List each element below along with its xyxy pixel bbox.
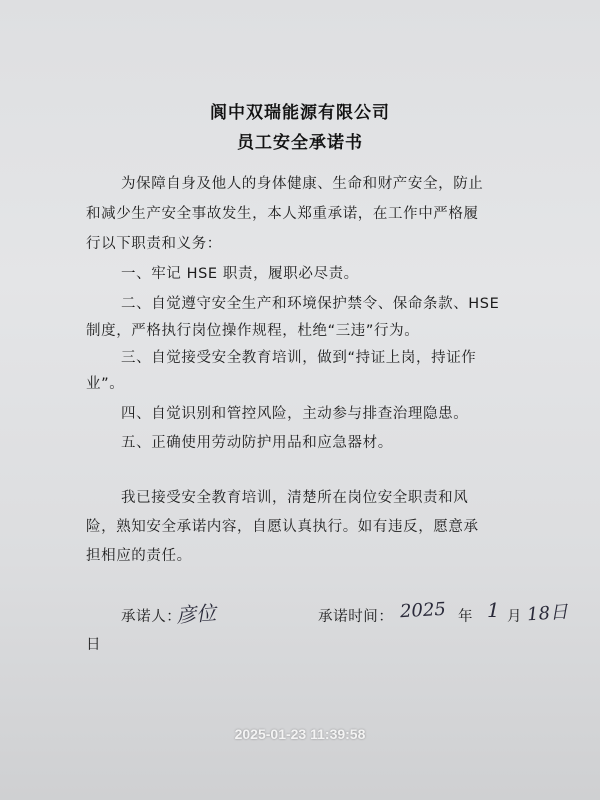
intro-line-3: 行以下职责和义务： xyxy=(86,236,222,252)
promisor-signature: 彦位 xyxy=(175,600,217,628)
intro-line-2: 和减少生产安全事故发生，本人郑重承诺，在工作中严格履 xyxy=(86,206,479,222)
day-char-wrapped: 日 xyxy=(86,637,102,653)
year-char: 年 xyxy=(458,609,474,625)
item-1-line-1: 一、牢记 HSE 职责，履职必尽责。 xyxy=(121,266,359,282)
handwritten-month: 1 xyxy=(487,598,500,622)
declaration-line-1: 我已接受安全教育培训，清楚所在岗位安全职责和风 xyxy=(121,490,469,506)
month-char: 月 xyxy=(507,609,523,625)
company-name: 阆中双瑞能源有限公司 xyxy=(210,103,390,123)
item-3-line-1: 三、自觉接受安全教育培训，做到“持证上岗，持证作 xyxy=(121,350,477,366)
promisor-label: 承诺人： xyxy=(121,609,182,625)
declaration-line-2: 险，熟知安全承诺内容，自愿认真执行。如有违反，愿意承 xyxy=(86,519,479,535)
declaration-line-3: 担相应的责任。 xyxy=(86,548,192,564)
intro-line-1: 为保障自身及他人的身体健康、生命和财产安全，防止 xyxy=(121,176,484,192)
item-3-line-2: 业”。 xyxy=(86,376,125,392)
item-2-line-1: 二、自觉遵守安全生产和环境保护禁令、保命条款、HSE xyxy=(121,296,500,312)
photo-timestamp: 2025-01-23 11:39:58 xyxy=(234,726,366,742)
time-label: 承诺时间： xyxy=(318,609,394,625)
item-2-line-2: 制度，严格执行岗位操作规程，杜绝“三违”行为。 xyxy=(86,323,420,339)
item-5-line-1: 五、正确使用劳动防护用品和应急器材。 xyxy=(121,435,393,451)
handwritten-year: 2025 xyxy=(399,598,447,623)
document-title: 员工安全承诺书 xyxy=(237,133,363,153)
handwritten-day: 18日 xyxy=(526,601,569,626)
item-4-line-1: 四、自觉识别和管控风险，主动参与排查治理隐患。 xyxy=(121,406,469,422)
